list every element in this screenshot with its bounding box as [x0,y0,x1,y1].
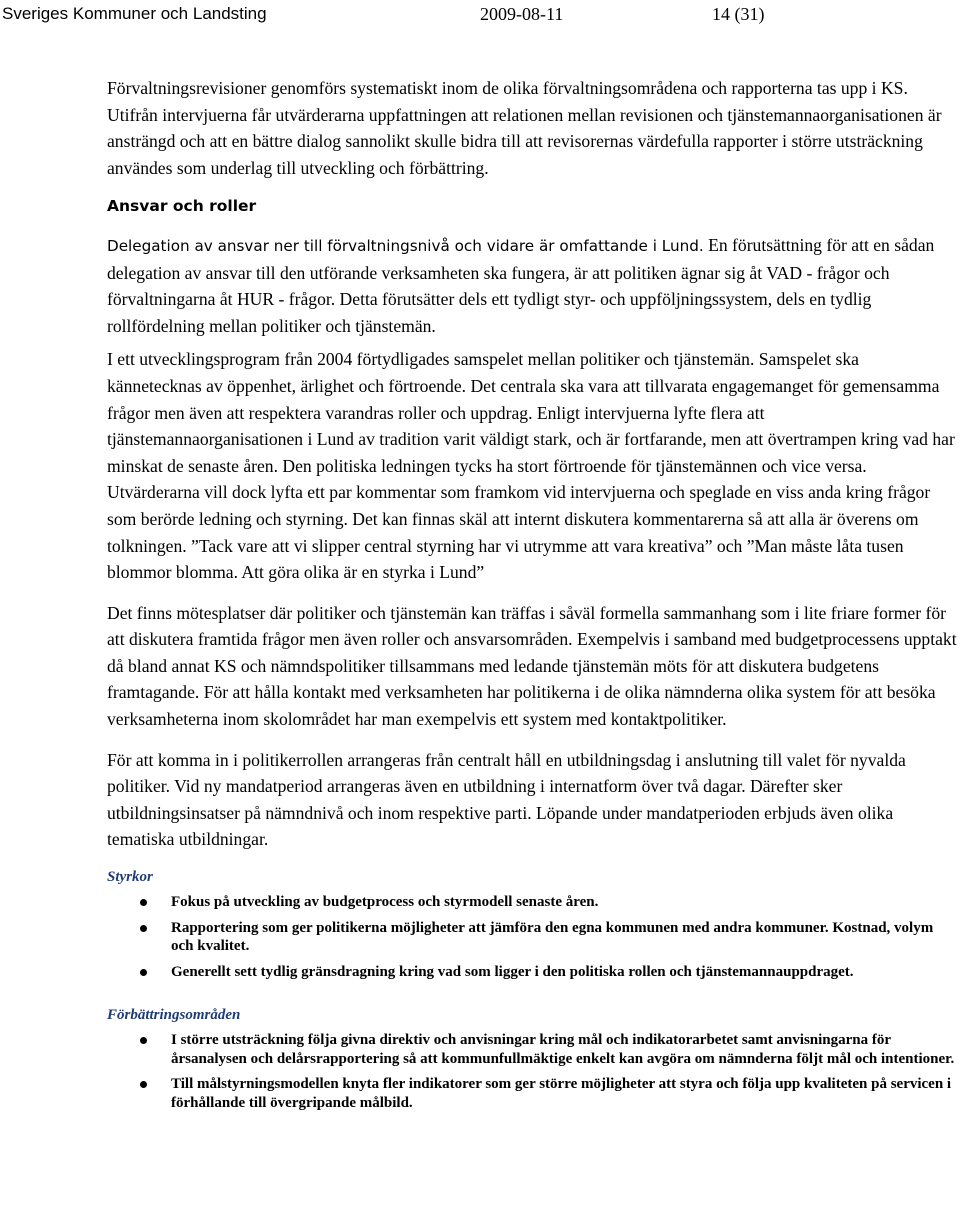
list-item-text: Fokus på utveckling av budgetprocess och styrmodell senaste åren. [171,894,599,911]
list-item-text: Generellt sett tydlig gränsdragning kring vad som ligger i den politiska rollen och tjänstemannauppdraget. [171,963,854,980]
paragraph-delegation-rest: En förutsättning för att en sådan delegation av ansvar till den utförande verksamheten ska fungera, är att politiken ägnar sig åt VAD - frågor och förvaltningarna åt HUR - frågor. Detta förutsätter dels ett tydligt styr- och uppföljningssystem, dels en tydlig rollfördelning mellan politiker och tjänstemän. [107,234,935,336]
page-header [0,2,960,28]
list-item-text: I större utsträckning följa givna direktiv och anvisningar kring mål och indikatorarbetet samt anvisningarna för årsanalysen och delårsrapportering så att kommunfullmäktige enkelt kan avgöra om nämnderna följt mål och intentioner. [171,1032,955,1067]
bullet-icon [140,899,147,906]
paragraph-politikerrollen: För att komma in i politikerrollen arrangeras från centralt håll en utbildningsdag i anslutning till valet för nyvalda politiker. Vid ny mandatperiod arrangeras även en utbildning i internatform över två dagar. Därefter sker utbildningsinsatser på nämndnivå och inom respektive parti. Löpande under mandatperioden erbjuds även olika tematiska utbildningar. [107,749,906,850]
paragraph-delegation-lead: Delegation av ansvar ner till förvaltningsnivå och vidare är omfattande i Lund. [107,236,704,255]
header-date: 2009-08-11 [480,4,564,24]
bullet-icon [140,1037,147,1044]
bullet-icon [140,925,147,932]
heading-ansvar-och-roller: Ansvar och roller [107,197,257,216]
header-organization: Sveriges Kommuner och Landsting [2,4,267,23]
paragraph-utvecklingsprogram: I ett utvecklingsprogram från 2004 förtydligades samspelet mellan politiker och tjänstemän. Samspelet ska kännetecknas av öppenhet, ärlighet och förtroende. Det centrala ska vara att tillvarata engagemanget för gemensamma frågor men även att respektera varandras roller och uppdrag. Enligt intervjuerna lyfte flera att tjänstemannaorganisationen i Lund av tradition varit väldigt stark, och är fortfarande, men att övertrampen kring vad har minskat de senaste åren. Den politiska ledningen tycks ha stort förtroende för tjänstemännen och vice versa. Utvärderarna vill dock lyfta ett par kommentar som framkom vid intervjuerna och speglade en viss anda kring frågor som berörde ledning och styrning. Det kan finnas skäl att internt diskutera kommentarerna så att alla är överens om tolkningen. ”Tack vare att vi slipper central styrning har vi utrymme att vara kreativa” och ”Man måste låta tusen blommor blomma. Att göra olika är en styrka i Lund” [107,349,955,583]
paragraph-revision: Förvaltningsrevisioner genomförs systematiskt inom de olika förvaltningsområdena och rapporterna tas upp i KS. Utifrån intervjuerna får utvärderarna uppfattningen att relationen mellan revisionen och tjänstemannaorganisationen är ansträngd och att en bättre dialog sannolikt skulle bidra till att revisorernas värdefulla rapporter i större utsträckning användes som underlag till utveckling och förbättring. [107,78,942,178]
document-body [107,75,957,1119]
list-item [107,1075,957,1112]
list-item [107,893,957,912]
list-item [107,963,957,982]
heading-styrkor: Styrkor [107,869,153,886]
header-page-number: 14 (31) [712,4,765,24]
list-item [107,1031,957,1068]
list-item-text: Rapportering som ger politikerna möjligheter att jämföra den egna kommunen med andra kommuner. Kostnad, volym och kvalitet. [171,919,934,955]
list-styrkor [107,893,957,981]
bullet-icon [140,969,147,976]
heading-forbattringsomraden: Förbättringsområden [107,1007,241,1024]
paragraph-delegation [107,232,957,339]
list-item-text: Till målstyrningsmodellen knyta fler indikatorer som ger större möjligheter att styra och följa upp kvaliteten på servicen i förhållande till övergripande målbild. [171,1076,952,1111]
list-forbattringsomraden [107,1031,957,1112]
paragraph-motesplatser: Det finns mötesplatser där politiker och tjänstemän kan träffas i såväl formella sammanhang som i lite friare former för att diskutera framtida frågor men även roller och ansvarsområden. Exempelvis i samband med budgetprocessens upptakt då bland annat KS och nämndspolitiker tillsammans med ledande tjänstemän möts för att diskutera budgetens framtagande. För att hålla kontakt med verksamheten har politikerna i de olika nämnderna olika system för att besöka verksamheterna inom skolområdet har man exempelvis ett system med kontaktpolitiker. [107,602,957,730]
bullet-icon [140,1081,147,1088]
list-item [107,919,957,956]
